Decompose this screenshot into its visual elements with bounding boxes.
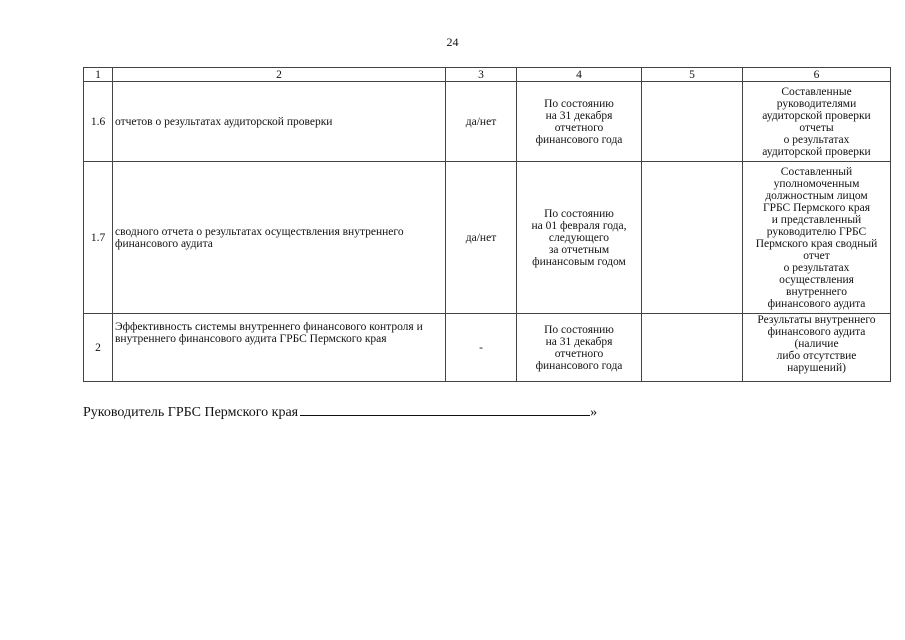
row-source-line: должностным лицом [765, 189, 868, 202]
row-source-line: финансового аудита [767, 297, 866, 310]
row-date-line: По состоянию [544, 207, 614, 220]
row-source-line: (наличие [794, 338, 839, 350]
row-number: 2 [84, 314, 113, 382]
row-number: 1.7 [84, 162, 113, 314]
row-date [517, 82, 642, 162]
table-row [84, 82, 891, 162]
row-unit: да/нет [446, 82, 517, 162]
signature-closing: » [590, 405, 598, 420]
header-col-4: 4 [517, 68, 642, 82]
row-date-line: финансового года [535, 133, 623, 146]
row-source-line: о результатах [783, 261, 850, 274]
row-date-line: финансового года [535, 359, 623, 372]
row-date [517, 162, 642, 314]
signature-label: Руководитель ГРБС Пермского края [83, 405, 299, 420]
row-source-line: Составленный [780, 165, 853, 178]
row-date-line: на 01 февраля года, [531, 219, 627, 232]
row-source [743, 82, 891, 162]
page-number: 24 [446, 35, 459, 49]
row-source-line: о результатах [783, 133, 850, 146]
table-header-row [84, 68, 891, 82]
header-col-3: 3 [446, 68, 517, 82]
header-col-6: 6 [743, 68, 891, 82]
signature-line [83, 403, 597, 421]
row-number: 1.6 [84, 82, 113, 162]
row-source-line: Составленные [781, 85, 852, 98]
row-unit: - [446, 314, 517, 382]
row-source-line: и представленный [771, 213, 862, 226]
row-source-line: отчеты [799, 121, 834, 134]
row-unit: да/нет [446, 162, 517, 314]
row-col5 [642, 82, 743, 162]
row-source [743, 162, 891, 314]
row-source-line: руководителю ГРБС [766, 225, 867, 238]
row-source-line: отчет [803, 249, 830, 262]
row-source-line: аудиторской проверки [762, 109, 871, 122]
row-name: сводного отчета о результатах осуществления внутреннего финансового аудита [113, 162, 446, 314]
row-source-line: либо отсутствие [776, 350, 857, 362]
row-name: отчетов о результатах аудиторской проверки [113, 82, 446, 162]
indicators-table [83, 67, 891, 382]
row-name: Эффективность системы внутреннего финансового контроля и внутреннего финансового аудита ГРБС Пермского края [113, 314, 446, 382]
row-date-line: финансовым годом [532, 255, 626, 268]
header-col-5: 5 [642, 68, 743, 82]
row-source-line: ГРБС Пермского края [762, 201, 871, 214]
table-row [84, 162, 891, 314]
header-col-1: 1 [84, 68, 113, 82]
row-source-line: Результаты внутреннего [757, 314, 876, 326]
row-col5 [642, 314, 743, 382]
row-source-line: финансового аудита [767, 326, 866, 338]
row-source-line: Пермского края сводный [755, 237, 878, 250]
row-source-line: внутреннего [786, 285, 847, 298]
row-source-line: аудиторской проверки [762, 145, 871, 158]
row-source [743, 314, 891, 382]
row-source-line: нарушений) [787, 362, 846, 374]
signature-blank [300, 403, 590, 416]
header-col-2: 2 [113, 68, 446, 82]
row-date [517, 314, 642, 382]
row-date-line: за отчетным [548, 243, 610, 256]
row-date-line: на 31 декабря [545, 109, 613, 122]
row-source-line: руководителями [776, 97, 857, 110]
row-source-line: уполномоченным [773, 177, 860, 190]
row-date-line: следующего [548, 231, 610, 244]
row-col5 [642, 162, 743, 314]
row-date-line: на 31 декабря [545, 335, 613, 348]
row-source-line: осуществления [779, 273, 854, 286]
row-date-line: отчетного [554, 347, 604, 360]
table-row [84, 314, 891, 382]
row-date-line: По состоянию [544, 323, 614, 336]
row-date-line: отчетного [554, 121, 604, 134]
row-date-line: По состоянию [544, 97, 614, 110]
